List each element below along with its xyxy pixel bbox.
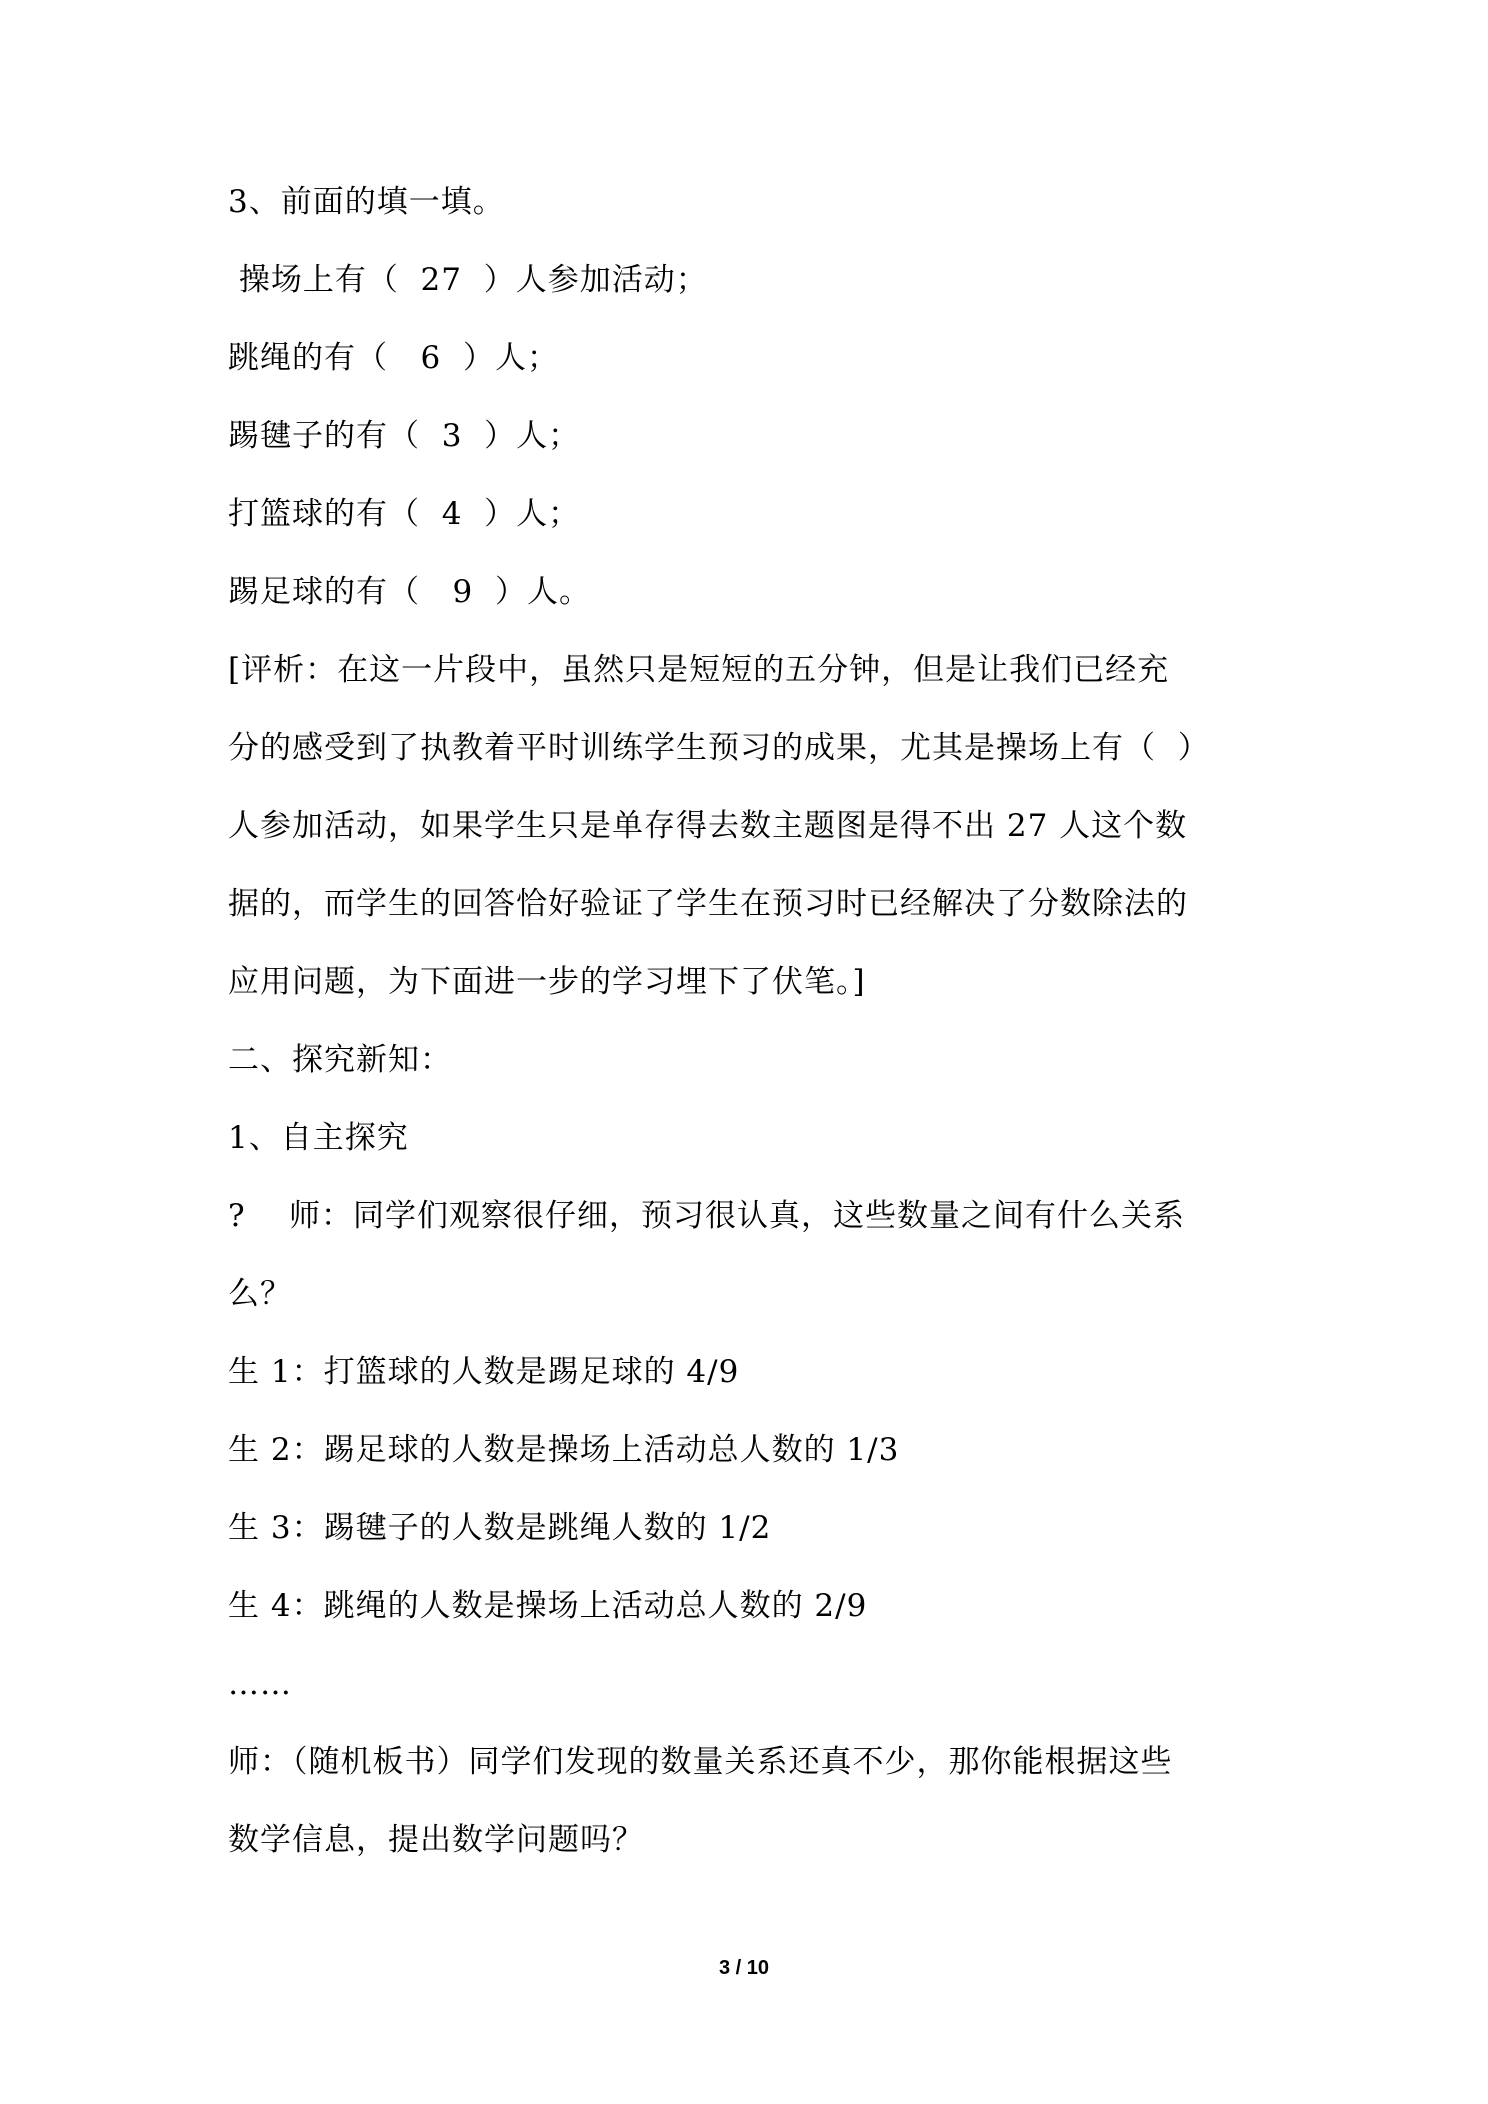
- text-line: 生 4：跳绳的人数是操场上活动总人数的 2/9: [228, 1588, 868, 1624]
- text-line: 应用问题，为下面进一步的学习埋下了伏笔。]: [228, 964, 866, 1000]
- text-line: 1、自主探究: [228, 1120, 409, 1156]
- text-line: 师：（随机板书）同学们发现的数量关系还真不少，那你能根据这些: [228, 1744, 1173, 1780]
- text-line: 生 3：踢毽子的人数是跳绳人数的 1/2: [228, 1510, 772, 1546]
- text-line: ? 师：同学们观察很仔细，预习很认真，这些数量之间有什么关系: [228, 1198, 1186, 1234]
- text-line: 二、探究新知：: [228, 1042, 452, 1078]
- text-line: 操场上有（ 27 ）人参加活动；: [228, 262, 708, 298]
- text-line: 打篮球的有（ 4 ）人；: [228, 496, 581, 532]
- text-line: 人参加活动，如果学生只是单存得去数主题图是得不出 27 人这个数: [228, 808, 1188, 844]
- text-line: 数学信息，提出数学问题吗？: [228, 1822, 644, 1858]
- text-line: 踢毽子的有（ 3 ）人；: [228, 418, 581, 454]
- text-line: 生 2：踢足球的人数是操场上活动总人数的 1/3: [228, 1432, 900, 1468]
- page-number: 3 / 10: [718, 1957, 770, 1979]
- text-line: 生 1：打篮球的人数是踢足球的 4/9: [228, 1354, 740, 1390]
- text-line: 分的感受到了执教着平时训练学生预习的成果，尤其是操场上有（ ）: [228, 730, 1210, 766]
- text-line: 跳绳的有（ 6 ）人；: [228, 340, 559, 376]
- text-line: 据的，而学生的回答恰好验证了学生在预习时已经解决了分数除法的: [228, 886, 1188, 922]
- text-line: 么？: [228, 1276, 292, 1312]
- text-line: 3、前面的填一填。: [228, 184, 505, 220]
- text-line: 踢足球的有（ 9 ）人。: [228, 574, 591, 610]
- text-line: ……: [228, 1666, 292, 1702]
- text-line: [评析：在这一片段中，虽然只是短短的五分钟，但是让我们已经充: [228, 652, 1170, 688]
